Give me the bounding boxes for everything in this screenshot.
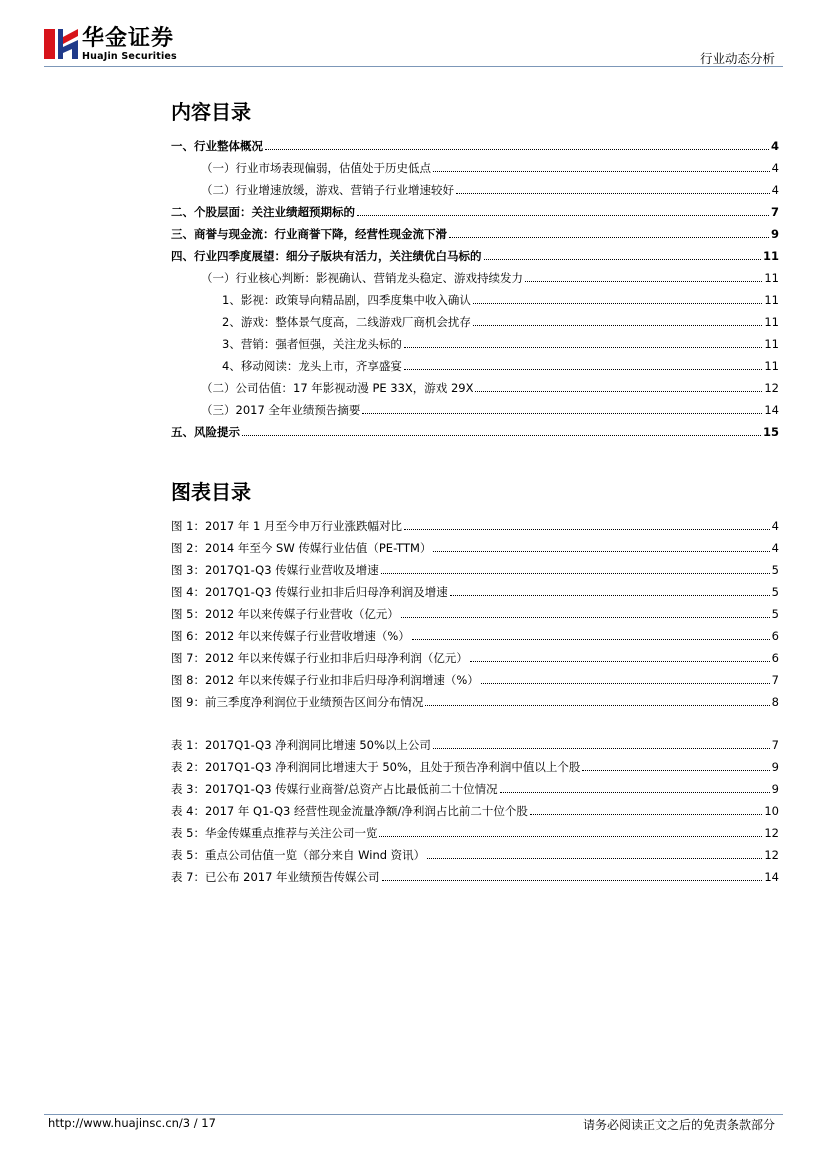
leader-dots [473, 303, 763, 304]
toc-item-page: 11 [764, 293, 779, 307]
figure-item-text: 图 2：2014 年至今 SW 传媒行业估值（PE-TTM） [171, 541, 432, 555]
toc-item[interactable] [171, 197, 779, 219]
leader-dots [500, 792, 770, 793]
toc-item-page: 11 [764, 315, 779, 329]
toc-item-page: 11 [764, 337, 779, 351]
figure-item[interactable] [171, 621, 779, 643]
leader-dots [404, 347, 763, 348]
figure-item[interactable] [171, 533, 779, 555]
toc-item-text: 2、游戏：整体景气度高，二线游戏厂商机会扰存 [222, 315, 471, 329]
toc-item-text: （一）行业市场表现偏弱，估值处于历史低点 [201, 161, 431, 175]
figure-item-text: 图 5：2012 年以来传媒子行业营收（亿元） [171, 607, 399, 621]
figure-item-text: 图 9：前三季度净利润位于业绩预告区间分布情况 [171, 695, 424, 709]
figure-item[interactable] [171, 577, 779, 599]
toc-item-text: 三、商誉与现金流：行业商誉下降，经营性现金流下滑 [171, 227, 447, 241]
table-item[interactable] [171, 840, 779, 862]
toc-item[interactable] [171, 241, 779, 263]
figure-item-page: 5 [771, 585, 779, 599]
table-item-page: 9 [771, 760, 779, 774]
table-item[interactable] [171, 752, 779, 774]
toc-item[interactable] [171, 175, 779, 197]
figure-item[interactable] [171, 555, 779, 577]
toc-item[interactable] [171, 307, 779, 329]
toc-item-text: （二）公司估值：17 年影视动漫 PE 33X，游戏 29X [201, 381, 474, 395]
toc-title: 内容目录 [171, 100, 251, 124]
leader-dots [379, 836, 762, 837]
toc-item-text: 1、影视：政策导向精品剧，四季度集中收入确认 [222, 293, 471, 307]
huajin-logo-icon [44, 27, 78, 61]
leader-dots [265, 149, 769, 150]
leader-dots [449, 237, 769, 238]
figure-item-page: 8 [771, 695, 779, 709]
table-item-text: 表 4：2017 年 Q1-Q3 经营性现金流量净额/净利润占比前二十位个股 [171, 804, 528, 818]
toc-item-text: 3、营销：强者恒强，关注龙头标的 [222, 337, 402, 351]
toc-item[interactable] [171, 219, 779, 241]
toc-item-text: （三）2017 全年业绩预告摘要 [201, 403, 361, 417]
toc-item-text: 四、行业四季度展望：细分子版块有活力，关注绩优白马标的 [171, 249, 482, 263]
header-divider [44, 66, 783, 67]
table-item[interactable] [171, 774, 779, 796]
figure-item[interactable] [171, 665, 779, 687]
table-item-text: 表 5：重点公司估值一览（部分来自 Wind 资讯） [171, 848, 426, 862]
figure-item-text: 图 6：2012 年以来传媒子行业营收增速（%） [171, 629, 410, 643]
logo-chinese-name: 华金证券 [82, 26, 175, 51]
figure-item-page: 4 [771, 541, 779, 555]
table-item-text: 表 3：2017Q1-Q3 传媒行业商誉/总资产占比最低前二十位情况 [171, 782, 498, 796]
leader-dots [381, 573, 770, 574]
toc-item-page: 4 [771, 161, 779, 175]
figure-item[interactable] [171, 643, 779, 665]
toc-item-text: （一）行业核心判断：影视确认、营销龙头稳定、游戏持续发力 [201, 271, 523, 285]
figure-item-page: 6 [771, 651, 779, 665]
leader-dots [530, 814, 762, 815]
table-item-text: 表 2：2017Q1-Q3 净利润同比增速大于 50%，且处于预告净利润中值以上个股 [171, 760, 581, 774]
figure-item-page: 7 [771, 673, 779, 687]
leader-dots [425, 705, 769, 706]
toc-item[interactable] [171, 131, 779, 153]
figures-title: 图表目录 [171, 480, 251, 504]
table-item-page: 7 [771, 738, 779, 752]
figure-item-page: 5 [771, 563, 779, 577]
table-item-text: 表 1：2017Q1-Q3 净利润同比增速 50%以上公司 [171, 738, 431, 752]
report-type: 行业动态分析 [699, 51, 775, 66]
leader-dots [470, 661, 770, 662]
leader-dots [362, 413, 762, 414]
table-item-page: 12 [764, 848, 779, 862]
toc-item-page: 12 [764, 381, 779, 395]
leader-dots [525, 281, 762, 282]
table-item-page: 9 [771, 782, 779, 796]
toc-item[interactable] [171, 329, 779, 351]
leader-dots [475, 391, 762, 392]
figure-item[interactable] [171, 511, 779, 533]
toc-item-text: 一、行业整体概况 [171, 139, 263, 153]
toc-item-text: 二、个股层面：关注业绩超预期标的 [171, 205, 355, 219]
toc-item-page: 7 [770, 205, 779, 219]
footer-url-page: http://www.huajinsc.cn/3 / 17 [48, 1116, 216, 1130]
toc-item-page: 11 [762, 249, 779, 263]
table-item[interactable] [171, 818, 779, 840]
figure-item-text: 图 4：2017Q1-Q3 传媒行业扣非后归母净利润及增速 [171, 585, 448, 599]
table-item-page: 12 [764, 826, 779, 840]
toc-item-text: 五、风险提示 [171, 425, 240, 439]
leader-dots [433, 748, 770, 749]
toc-item[interactable] [171, 395, 779, 417]
toc-item[interactable] [171, 153, 779, 175]
toc-item-page: 11 [764, 271, 779, 285]
table-item[interactable] [171, 862, 779, 884]
toc-item-text: （二）行业增速放缓，游戏、营销子行业增速较好 [201, 183, 454, 197]
figure-item-page: 6 [771, 629, 779, 643]
toc-item[interactable] [171, 263, 779, 285]
toc-item[interactable] [171, 373, 779, 395]
leader-dots [412, 639, 770, 640]
toc-item-text: 4、移动阅读：龙头上市，齐享盛宴 [222, 359, 402, 373]
toc-item-page: 4 [770, 139, 779, 153]
toc-item-page: 9 [770, 227, 779, 241]
toc-item[interactable] [171, 351, 779, 373]
toc-item[interactable] [171, 285, 779, 307]
logo-english-name: HuaJin Securities [82, 51, 177, 62]
table-item-page: 10 [764, 804, 779, 818]
leader-dots [433, 551, 769, 552]
toc-item-page: 15 [762, 425, 779, 439]
leader-dots [427, 858, 762, 859]
figure-item[interactable] [171, 599, 779, 621]
leader-dots [481, 683, 770, 684]
footer-disclaimer: 请务必阅读正文之后的免责条款部分 [582, 1118, 775, 1132]
footer-divider [44, 1114, 783, 1115]
figure-item-text: 图 8：2012 年以来传媒子行业扣非后归母净利润增速（%） [171, 673, 479, 687]
leader-dots [582, 770, 769, 771]
table-item-text: 表 5：华金传媒重点推荐与关注公司一览 [171, 826, 378, 840]
table-item[interactable] [171, 796, 779, 818]
toc-item-page: 11 [764, 359, 779, 373]
leader-dots [450, 595, 770, 596]
company-logo [44, 26, 189, 66]
leader-dots [404, 529, 770, 530]
leader-dots [382, 880, 763, 881]
leader-dots [242, 435, 761, 436]
leader-dots [456, 193, 770, 194]
leader-dots [484, 259, 761, 260]
table-item[interactable] [171, 730, 779, 752]
leader-dots [433, 171, 770, 172]
figure-item-text: 图 1：2017 年 1 月至今申万行业涨跌幅对比 [171, 519, 403, 533]
figure-item-text: 图 7：2012 年以来传媒子行业扣非后归母净利润（亿元） [171, 651, 468, 665]
figure-item-page: 5 [771, 607, 779, 621]
leader-dots [357, 215, 769, 216]
toc-item[interactable] [171, 417, 779, 439]
figure-item-text: 图 3：2017Q1-Q3 传媒行业营收及增速 [171, 563, 379, 577]
table-item-page: 14 [764, 870, 779, 884]
figure-item[interactable] [171, 687, 779, 709]
table-item-text: 表 7：已公布 2017 年业绩预告传媒公司 [171, 870, 380, 884]
leader-dots [401, 617, 770, 618]
toc-item-page: 14 [764, 403, 779, 417]
leader-dots [404, 369, 763, 370]
leader-dots [473, 325, 763, 326]
figure-item-page: 4 [771, 519, 779, 533]
toc-item-page: 4 [771, 183, 779, 197]
